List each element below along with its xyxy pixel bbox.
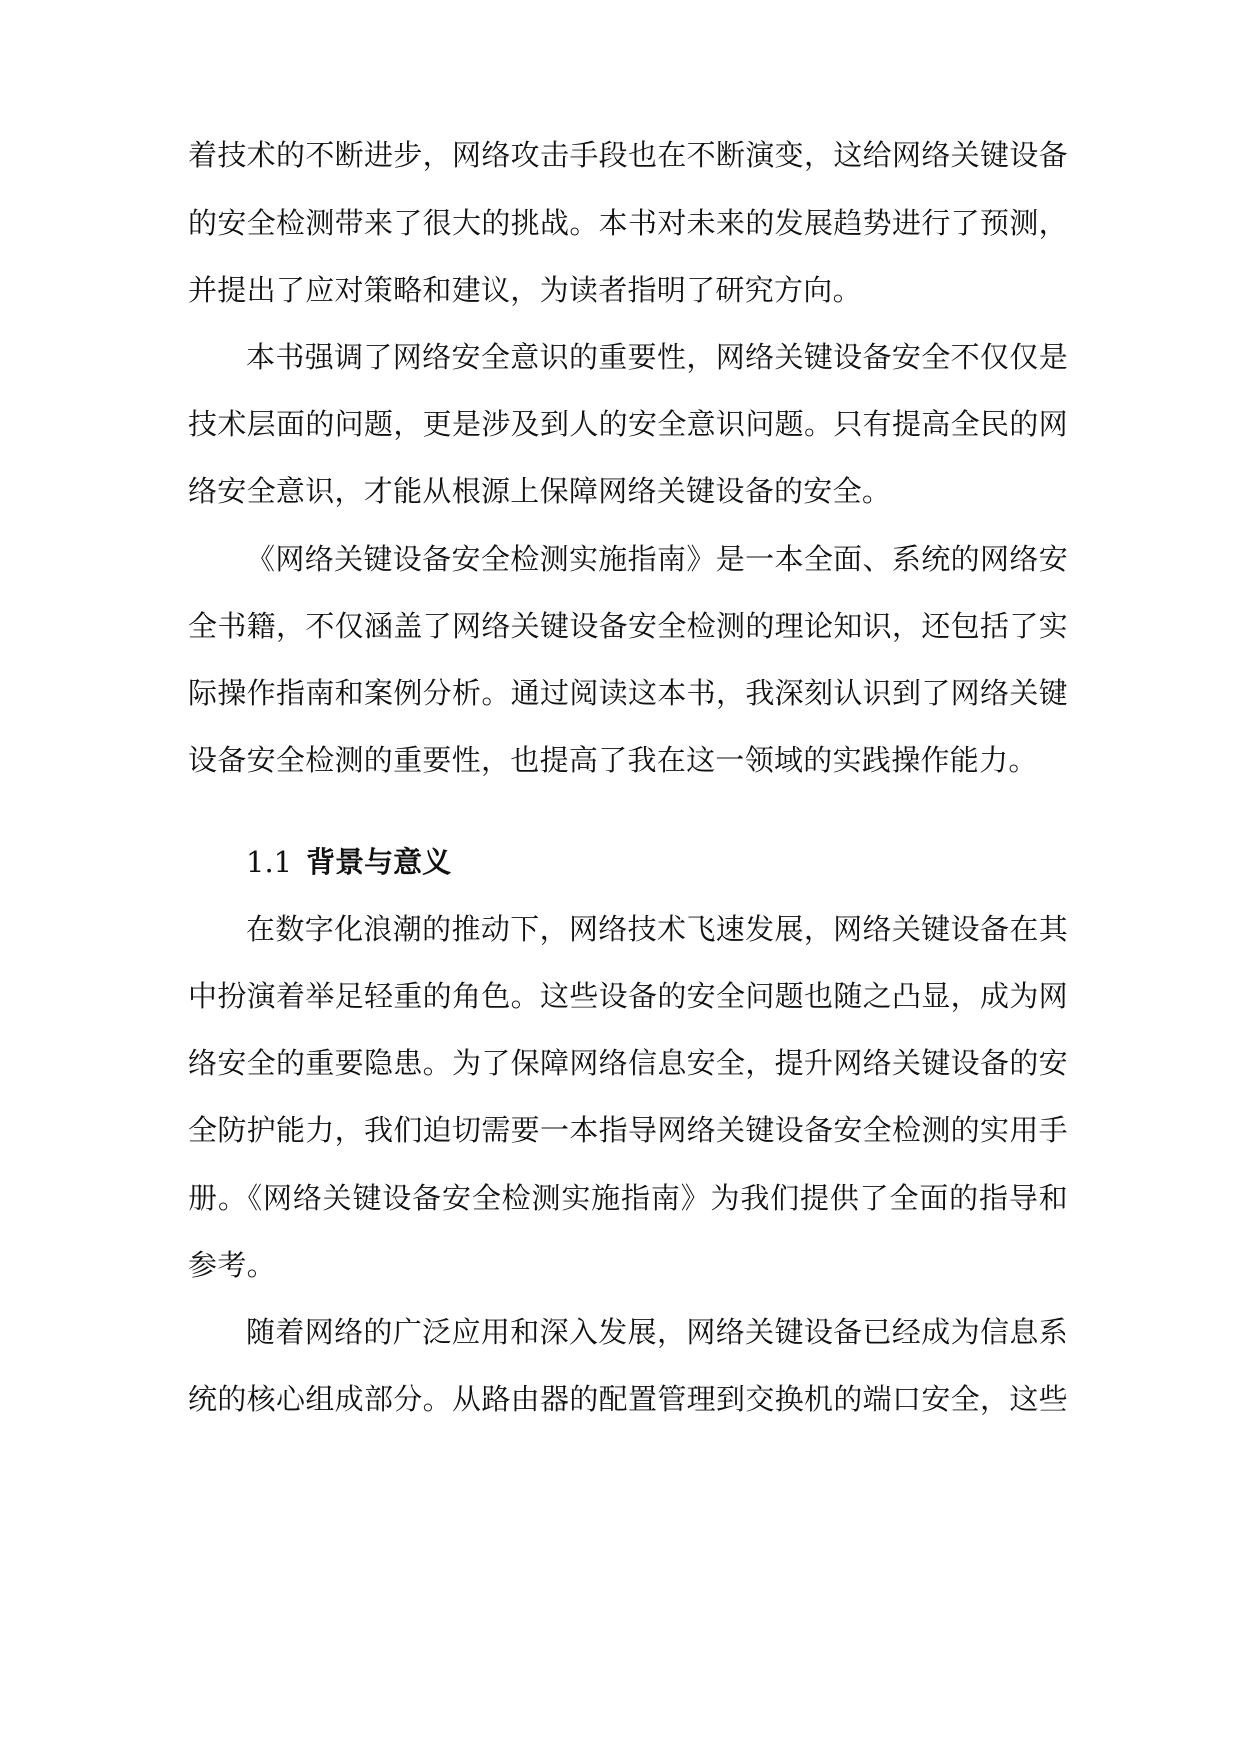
paragraph-3-line-2: 全书籍，不仅涵盖了网络关键设备安全检测的理论知识，还包括了实	[188, 609, 1068, 643]
section-paragraph-2-line-1: 随着网络的广泛应用和深入发展，网络关键设备已经成为信息系	[246, 1315, 1068, 1349]
section-paragraph-1-line-2: 中扮演着举足轻重的角色。这些设备的安全问题也随之凸显，成为网	[188, 979, 1068, 1013]
section-heading	[246, 842, 451, 882]
paragraph-2-line-3: 络安全意识，才能从根源上保障网络关键设备的安全。	[188, 474, 892, 508]
paragraph-2-line-2: 技术层面的问题，更是涉及到人的安全意识问题。只有提高全民的网	[188, 407, 1068, 441]
paragraph-3-line-3: 际操作指南和案例分析。通过阅读这本书，我深刻认识到了网络关键	[188, 676, 1068, 710]
paragraph-3-line-4: 设备安全检测的重要性，也提高了我在这一领域的实践操作能力。	[188, 743, 1038, 777]
section-title: 背景与意义	[306, 845, 452, 879]
section-paragraph-1-line-4: 全防护能力，我们迫切需要一本指导网络关键设备安全检测的实用手	[188, 1113, 1068, 1147]
section-paragraph-1-line-1: 在数字化浪潮的推动下，网络技术飞速发展，网络关键设备在其	[246, 912, 1068, 946]
paragraph-1-line-3: 并提出了应对策略和建议，为读者指明了研究方向。	[188, 273, 862, 307]
paragraph-1-line-2: 的安全检测带来了很大的挑战。本书对未来的发展趋势进行了预测，	[188, 206, 1068, 240]
section-paragraph-1-line-3: 络安全的重要隐患。为了保障网络信息安全，提升网络关键设备的安	[188, 1046, 1068, 1080]
paragraph-1-line-1: 着技术的不断进步，网络攻击手段也在不断演变，这给网络关键设备	[188, 138, 1068, 172]
paragraph-3-line-1: 《网络关键设备安全检测实施指南》是一本全面、系统的网络安	[246, 542, 1068, 576]
section-paragraph-2-line-2: 统的核心组成部分。从路由器的配置管理到交换机的端口安全，这些	[188, 1382, 1068, 1416]
section-paragraph-1-line-5: 册。《网络关键设备安全检测实施指南》为我们提供了全面的指导和	[188, 1181, 1068, 1215]
section-number: 1.1	[246, 845, 293, 879]
paragraph-2-line-1: 本书强调了网络安全意识的重要性，网络关键设备安全不仅仅是	[246, 340, 1068, 374]
section-paragraph-1-line-6: 参考。	[188, 1248, 276, 1282]
